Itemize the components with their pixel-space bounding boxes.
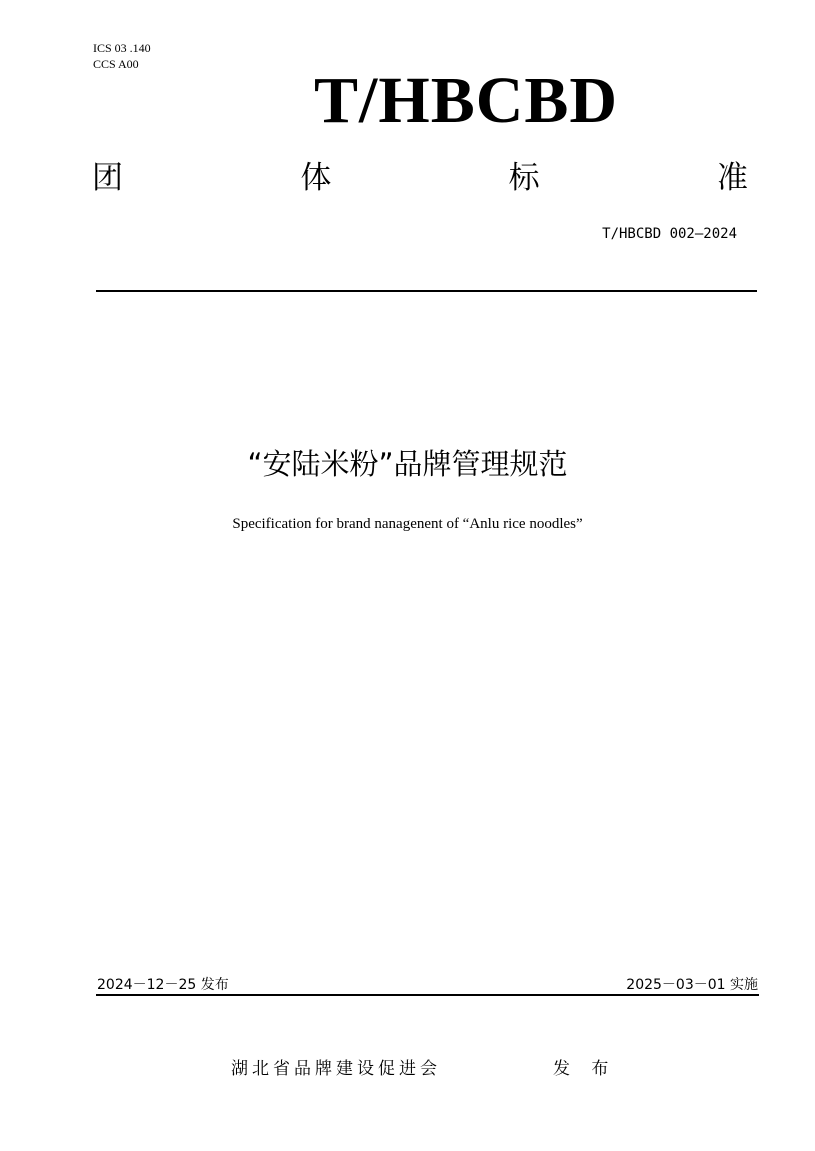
document-subtitle: Specification for brand nanagenent of “Anlu rice noodles”: [232, 516, 583, 532]
bottom-divider: [96, 994, 759, 996]
kind-char: 体: [300, 160, 332, 196]
publisher-name: 湖北省品牌建设促进会: [231, 1059, 441, 1079]
classification-codes: [93, 40, 151, 72]
issue-date: 2024－12－25 发布: [97, 977, 229, 993]
top-divider: [96, 290, 757, 292]
standard-number: T/HBCBD 002—2024: [602, 226, 737, 242]
document-title: “安陆米粉”品牌管理规范: [247, 447, 568, 481]
standard-logo: T/HBCBD: [314, 64, 619, 137]
standard-kind: [92, 159, 748, 197]
kind-char: 团: [92, 160, 123, 196]
ics-code: ICS 03 .140: [93, 41, 151, 55]
kind-char: 准: [716, 160, 748, 196]
ccs-code: CCS A00: [93, 57, 139, 71]
implement-date: 2025－03－01 实施: [626, 977, 758, 993]
publish-label: 发 布: [553, 1059, 617, 1079]
kind-char: 标: [508, 160, 540, 196]
